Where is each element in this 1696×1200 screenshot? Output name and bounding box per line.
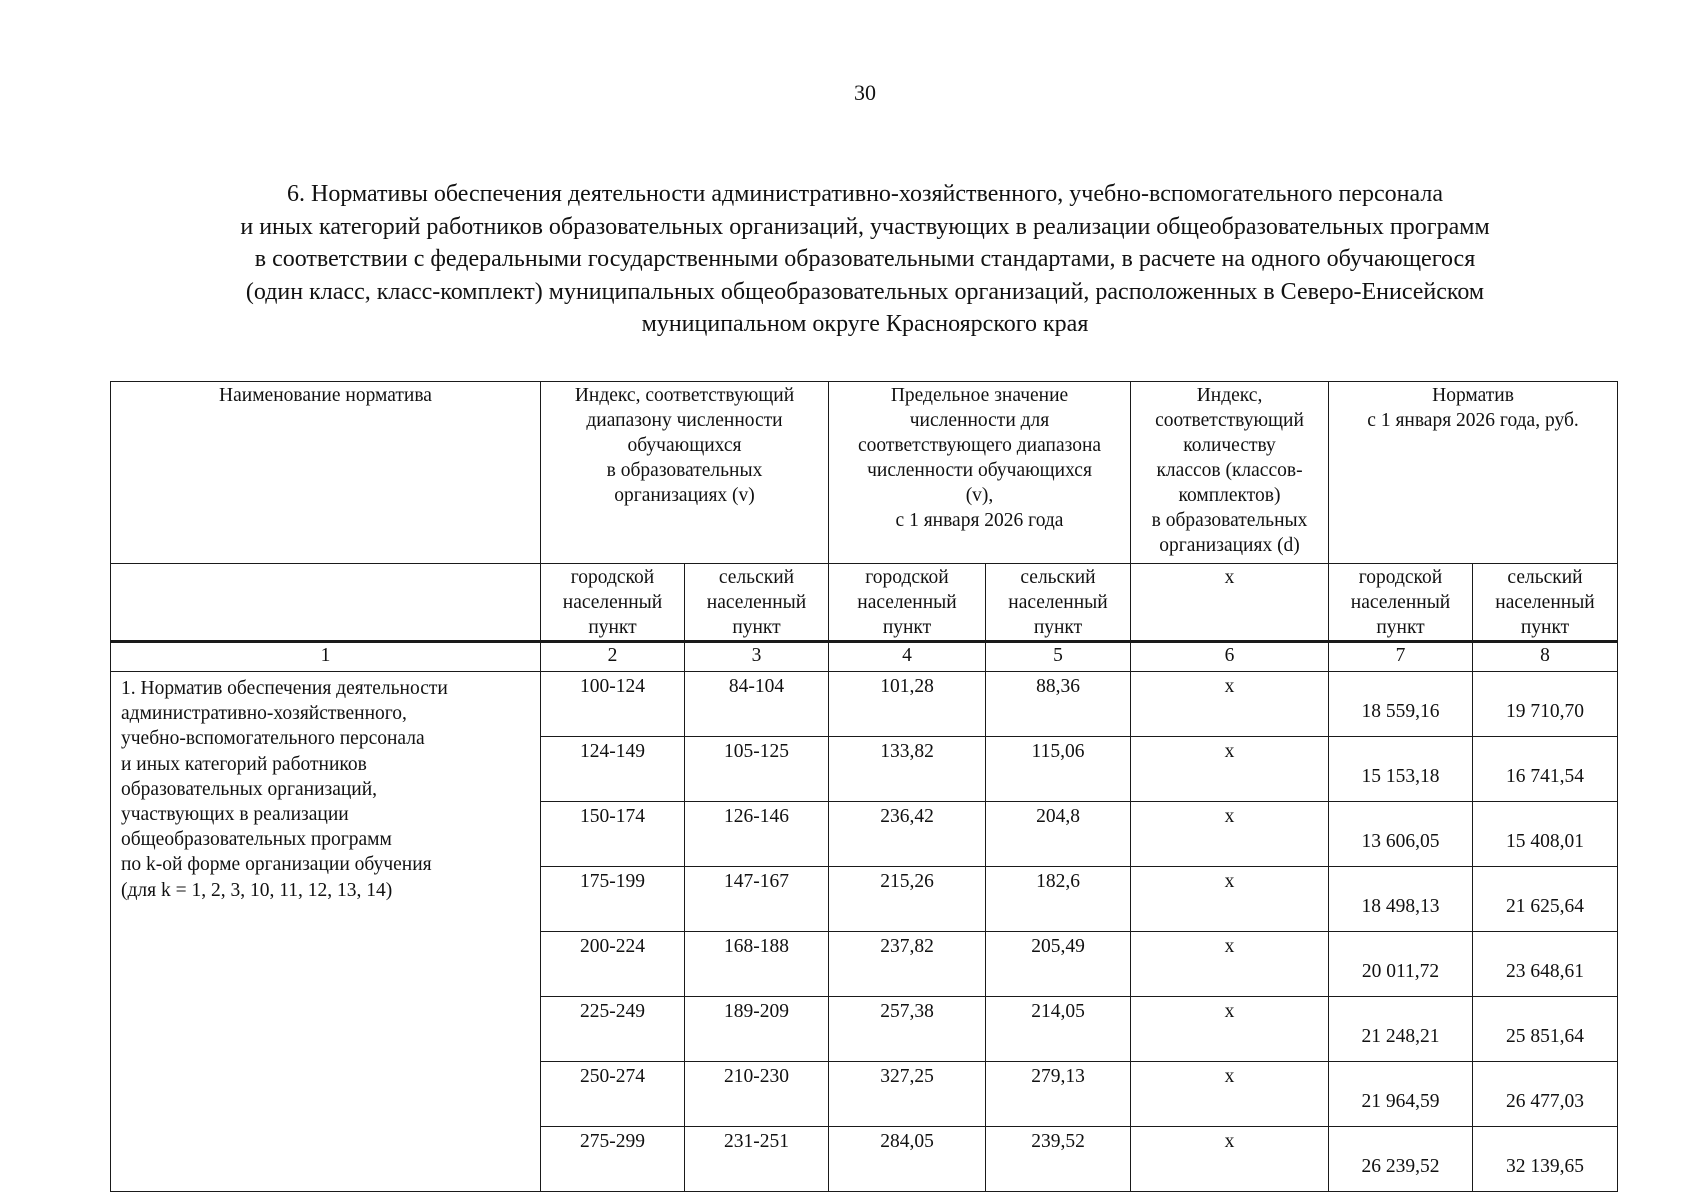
header-line: комплектов) (1178, 485, 1281, 506)
subheader-rural (986, 564, 1131, 642)
cell-norm-urban: 13 606,05 (1329, 802, 1473, 867)
cell-v-rural: 189-209 (685, 997, 829, 1062)
cell-d: х (1131, 672, 1329, 737)
cell-norm-rural: 15 408,01 (1473, 802, 1618, 867)
page-title (140, 178, 1590, 341)
subheader-line: пункт (882, 617, 932, 638)
cell-limit-urban: 133,82 (829, 737, 986, 802)
cell-norm-urban: 21 248,21 (1329, 997, 1473, 1062)
norm-name-line: по k-ой форме организации обучения (121, 854, 432, 876)
subheader-empty (111, 564, 541, 642)
cell-d: х (1131, 802, 1329, 867)
norm-name-line: административно-хозяйственного, (121, 703, 407, 725)
title-line: и иных категорий работников образовательных организаций, участвующих в реализации общеобразовательных программ (240, 213, 1490, 240)
title-line: 6. Нормативы обеспечения деятельности административно-хозяйственного, учебно-вспомогательного персонала (287, 181, 1443, 207)
cell-v-urban: 124-149 (541, 737, 685, 802)
cell-v-rural: 126-146 (685, 802, 829, 867)
cell-v-urban: 275-299 (541, 1127, 685, 1192)
cell-norm-urban: 26 239,52 (1329, 1127, 1473, 1192)
cell-v-urban: 100-124 (541, 672, 685, 737)
cell-d: х (1131, 737, 1329, 802)
cell-norm-rural: 23 648,61 (1473, 932, 1618, 997)
header-line: Индекс, (1196, 385, 1263, 406)
header-line: классов (классов- (1156, 460, 1303, 481)
header-index-d (1131, 382, 1329, 564)
cell-norm-urban: 18 498,13 (1329, 867, 1473, 932)
cell-limit-urban: 215,26 (829, 867, 986, 932)
header-index-v (541, 382, 829, 564)
norm-name-line: учебно-вспомогательного персонала (121, 728, 425, 750)
subheader-urban (1329, 564, 1473, 642)
cell-v-urban: 150-174 (541, 802, 685, 867)
cell-norm-urban: 21 964,59 (1329, 1062, 1473, 1127)
subheader-line: городской (1358, 567, 1443, 588)
cell-limit-urban: 237,82 (829, 932, 986, 997)
table-row (111, 672, 1618, 737)
norm-name-line: образовательных организаций, (121, 778, 378, 800)
page-number: 30 (854, 80, 876, 105)
subheader-line: пункт (1376, 617, 1425, 638)
cell-v-rural: 168-188 (685, 932, 829, 997)
column-number: 8 (1473, 642, 1618, 672)
header-line: обучающихся (627, 435, 742, 456)
header-line: в образовательных (1151, 510, 1308, 531)
norm-name-line: участвующих в реализации (121, 804, 349, 826)
cell-norm-urban: 18 559,16 (1329, 672, 1473, 737)
column-number: 5 (986, 642, 1131, 672)
title-line: муниципальном округе Красноярского края (641, 311, 1089, 337)
subheader-x: х (1131, 564, 1329, 642)
subheader-line: городской (570, 567, 655, 588)
subheader-row (111, 564, 1618, 642)
cell-limit-urban: 101,28 (829, 672, 986, 737)
cell-v-rural: 147-167 (685, 867, 829, 932)
cell-d: х (1131, 997, 1329, 1062)
column-number: 1 (111, 642, 541, 672)
subheader-line: сельский (1020, 567, 1096, 588)
subheader-line: населенный (562, 592, 663, 613)
subheader-line: населенный (1008, 592, 1108, 613)
subheader-line: сельский (718, 567, 795, 588)
header-line: численности для (909, 410, 1050, 431)
header-line: в образовательных (606, 460, 763, 481)
subheader-line: сельский (1507, 567, 1583, 588)
header-row (111, 382, 1618, 564)
cell-d: х (1131, 932, 1329, 997)
header-line: с 1 января 2026 года (895, 510, 1064, 531)
subheader-line: пункт (1033, 617, 1083, 638)
header-name: Наименование норматива (111, 382, 541, 564)
subheader-rural (1473, 564, 1618, 642)
subheader-line: населенный (1495, 592, 1595, 613)
header-line: диапазону численности (586, 410, 783, 431)
header-line: с 1 января 2026 года, руб. (1367, 410, 1579, 431)
cell-norm-urban: 15 153,18 (1329, 737, 1473, 802)
subheader-line: пункт (732, 617, 781, 638)
subheader-rural (685, 564, 829, 642)
column-number: 2 (541, 642, 685, 672)
title-line: в соответствии с федеральными государственными образовательными стандартами, в расчете на одного обучающегося (254, 246, 1476, 272)
norm-name-line: общеобразовательных программ (121, 829, 392, 851)
subheader-line: населенный (857, 592, 957, 613)
column-number: 4 (829, 642, 986, 672)
norm-name-cell (111, 672, 541, 1192)
column-number: 7 (1329, 642, 1473, 672)
cell-norm-rural: 19 710,70 (1473, 672, 1618, 737)
cell-norm-rural: 16 741,54 (1473, 737, 1618, 802)
cell-limit-urban: 327,25 (829, 1062, 986, 1127)
cell-v-rural: 105-125 (685, 737, 829, 802)
header-line: Предельное значение (890, 385, 1069, 406)
subheader-urban (829, 564, 986, 642)
cell-norm-rural: 25 851,64 (1473, 997, 1618, 1062)
subheader-line: населенный (1350, 592, 1451, 613)
cell-limit-rural: 204,8 (986, 802, 1131, 867)
cell-limit-rural: 214,05 (986, 997, 1131, 1062)
cell-limit-rural: 182,6 (986, 867, 1131, 932)
cell-d: х (1131, 1062, 1329, 1127)
header-line: организациях (d) (1159, 535, 1300, 556)
header-line: количеству (1183, 435, 1276, 456)
subheader-line: пункт (1520, 617, 1570, 638)
cell-limit-urban: 257,38 (829, 997, 986, 1062)
cell-v-rural: 84-104 (685, 672, 829, 737)
subheader-line: населенный (706, 592, 807, 613)
header-line: соответствующего диапазона (857, 435, 1102, 456)
cell-v-urban: 175-199 (541, 867, 685, 932)
cell-limit-rural: 239,52 (986, 1127, 1131, 1192)
cell-v-urban: 200-224 (541, 932, 685, 997)
header-line: численности обучающихся (867, 460, 1092, 481)
subheader-line: пункт (588, 617, 637, 638)
subheader-line: городской (865, 567, 949, 588)
cell-norm-rural: 26 477,03 (1473, 1062, 1618, 1127)
cell-d: х (1131, 1127, 1329, 1192)
cell-norm-rural: 21 625,64 (1473, 867, 1618, 932)
cell-v-urban: 225-249 (541, 997, 685, 1062)
cell-v-rural: 210-230 (685, 1062, 829, 1127)
header-line: (v), (965, 485, 994, 506)
header-limit-v (829, 382, 1131, 564)
column-number-row (111, 642, 1618, 672)
subheader-urban (541, 564, 685, 642)
cell-limit-urban: 236,42 (829, 802, 986, 867)
header-line: организациях (v) (614, 485, 755, 506)
cell-limit-rural: 205,49 (986, 932, 1131, 997)
cell-v-rural: 231-251 (685, 1127, 829, 1192)
cell-limit-rural: 115,06 (986, 737, 1131, 802)
title-line: (один класс, класс-комплект) муниципальных общеобразовательных организаций, расположенных в Северо-Енисейском (245, 278, 1485, 305)
norm-name-line: и иных категорий работников (121, 753, 367, 775)
cell-limit-rural: 279,13 (986, 1062, 1131, 1127)
cell-d: х (1131, 867, 1329, 932)
norm-name-line: (для k = 1, 2, 3, 10, 11, 12, 13, 14) (121, 879, 393, 901)
cell-limit-rural: 88,36 (986, 672, 1131, 737)
cell-v-urban: 250-274 (541, 1062, 685, 1127)
column-number: 6 (1131, 642, 1329, 672)
header-line: соответствующий (1155, 410, 1304, 431)
cell-limit-urban: 284,05 (829, 1127, 986, 1192)
norms-table (110, 381, 1618, 1192)
cell-norm-urban: 20 011,72 (1329, 932, 1473, 997)
cell-norm-rural: 32 139,65 (1473, 1127, 1618, 1192)
norm-name-line: 1. Норматив обеспечения деятельности (121, 678, 448, 699)
header-line: Индекс, соответствующий (574, 385, 795, 406)
header-line: Норматив (1432, 385, 1514, 406)
header-norm (1329, 382, 1618, 564)
column-number: 3 (685, 642, 829, 672)
